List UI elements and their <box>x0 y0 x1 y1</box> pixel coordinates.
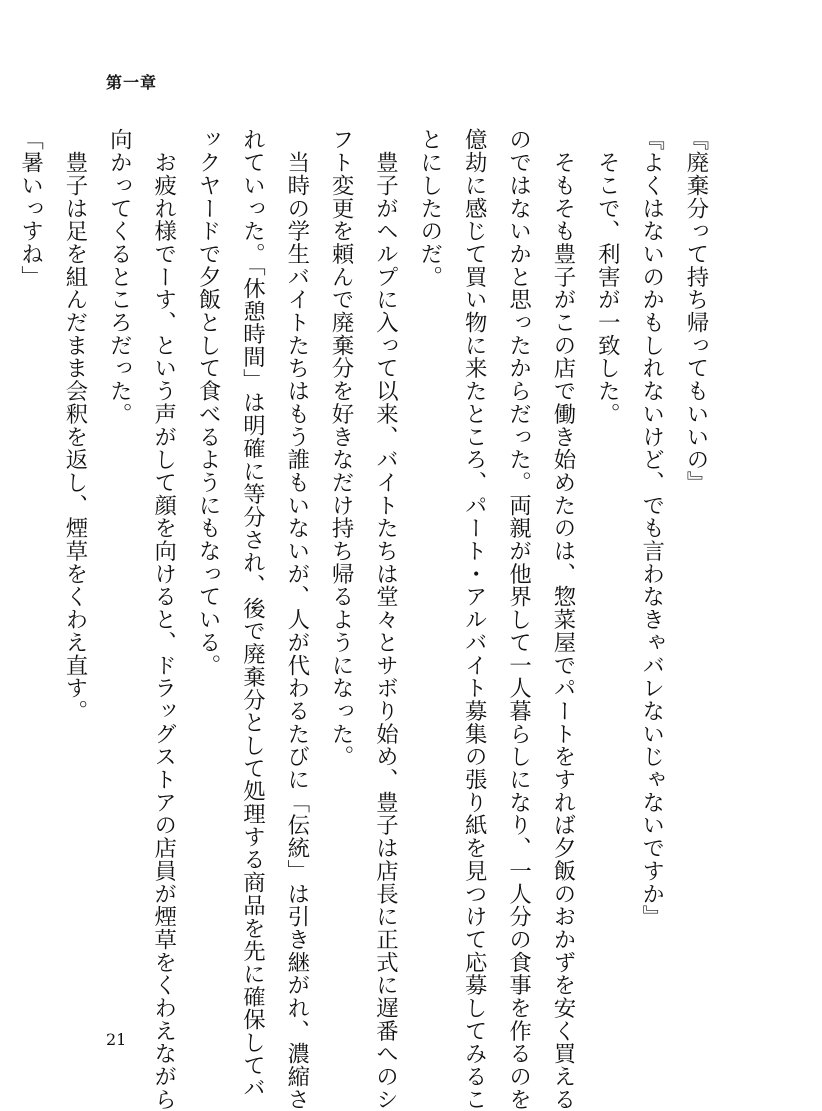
text-line: 『廃棄分って持ち帰ってもいいの』 <box>683 128 709 494</box>
text-line: のではないかと思ったからだった。両親が他界して一人暮らしになり、一人分の食事を作るのを <box>505 128 532 1111</box>
text-line: そこで、利害が一致した。 <box>594 128 621 426</box>
text-line: 「暑いっすね」 <box>17 128 44 288</box>
text-line: お疲れ様でーす、という声がして顔を向けると、ドラッグストアの店員が煙草をくわえながら <box>150 128 177 1111</box>
chapter-heading: 第一章 <box>106 73 158 92</box>
text-line: 当時の学生バイトたちはもう誰もいないが、人が代わるたびに「伝統」は引き継がれ、濃縮さ <box>283 128 310 1111</box>
text-line <box>0 128 8 1008</box>
text-line: 豊子は足を組んだまま会釈を返し、煙草をくわえ直す。 <box>61 128 88 723</box>
text-line: れていった。「休憩時間」は明確に等分され、後で廃棄分として処理する商品を先に確保してバ <box>239 128 266 1100</box>
text-line: 『よくはないのかもしれないけど、でも言わなきゃバレないじゃないですか』 <box>638 128 665 928</box>
text-line: ックヤードで夕飯として食べるようにもなっている。 <box>195 128 222 677</box>
text-line: そもそも豊子がこの店で働き始めたのは、惣菜屋でパートをすれば夕飯のおかずを安く買える <box>549 128 576 1111</box>
text-line: フト変更を頼んで廃棄分を好きなだけ持ち帰るようになった。 <box>328 128 355 768</box>
text-line: 億劫に感じて買い物に来たところ、パート・アルバイト募集の張り紙を見つけて応募してみるこ <box>461 128 488 1111</box>
page-number: 21 <box>106 1030 127 1049</box>
text-line: 豊子がヘルプに入って以来、バイトたちは堂々とサボり始め、豊子は店長に正式に遅番へのシ <box>372 128 399 1111</box>
text-line: とにしたのだ。 <box>416 128 443 288</box>
text-line: 向かってくるところだった。 <box>106 128 133 426</box>
